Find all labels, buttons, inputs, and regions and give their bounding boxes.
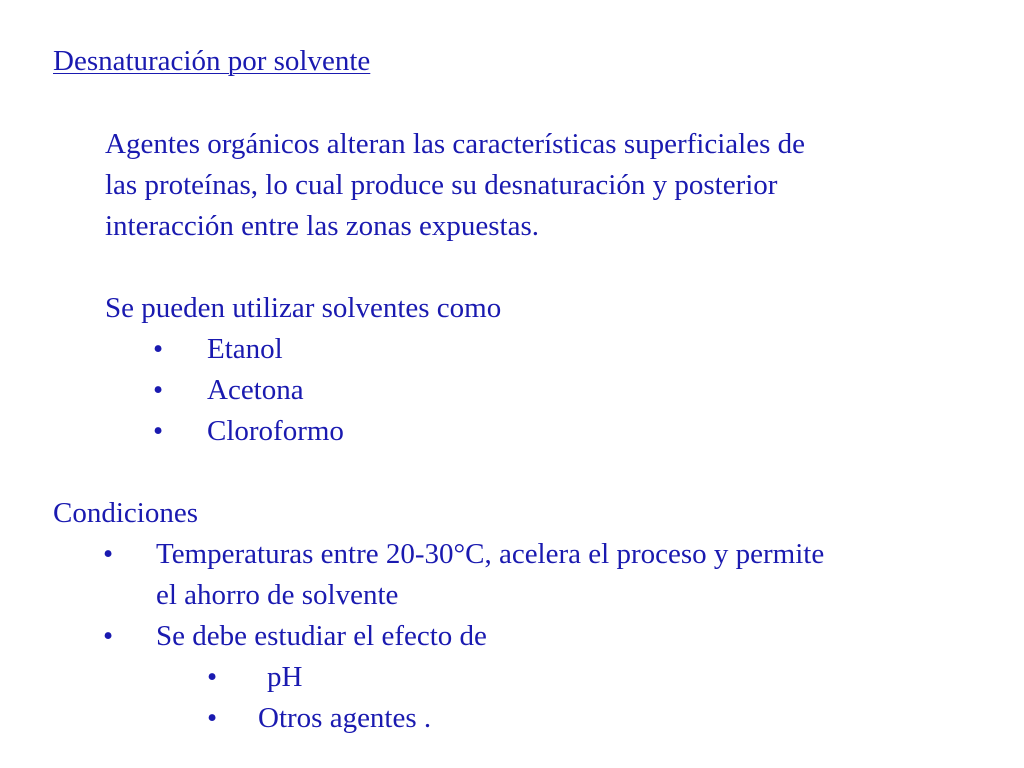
- conditions-heading: Condiciones: [53, 497, 198, 529]
- condition-1-line-1: Temperaturas entre 20-30°C, acelera el proceso y permite: [156, 538, 825, 570]
- bullet-icon: •: [153, 415, 164, 447]
- bullet-icon: •: [103, 620, 114, 652]
- paragraph-line-1: Agentes orgánicos alteran las características superficiales de: [105, 128, 805, 160]
- slide-title: Desnaturación por solvente: [53, 45, 371, 77]
- solvent-item-etanol: Etanol: [207, 333, 283, 365]
- paragraph-line-3: interacción entre las zonas expuestas.: [105, 210, 540, 242]
- bullet-icon: •: [153, 333, 164, 365]
- bullet-icon: •: [103, 538, 114, 570]
- bullet-icon: •: [207, 702, 218, 734]
- solvent-item-acetona: Acetona: [207, 374, 304, 406]
- condition-2: Se debe estudiar el efecto de: [156, 620, 487, 652]
- effect-item-ph: pH: [267, 661, 303, 693]
- bullet-icon: •: [207, 661, 218, 693]
- solvents-intro: Se pueden utilizar solventes como: [105, 292, 502, 324]
- effect-item-otros-agentes: Otros agentes .: [258, 702, 432, 734]
- solvent-item-cloroformo: Cloroformo: [207, 415, 344, 447]
- bullet-icon: •: [153, 374, 164, 406]
- condition-1-line-2: el ahorro de solvente: [156, 579, 399, 611]
- paragraph-line-2: las proteínas, lo cual produce su desnaturación y posterior: [105, 169, 778, 201]
